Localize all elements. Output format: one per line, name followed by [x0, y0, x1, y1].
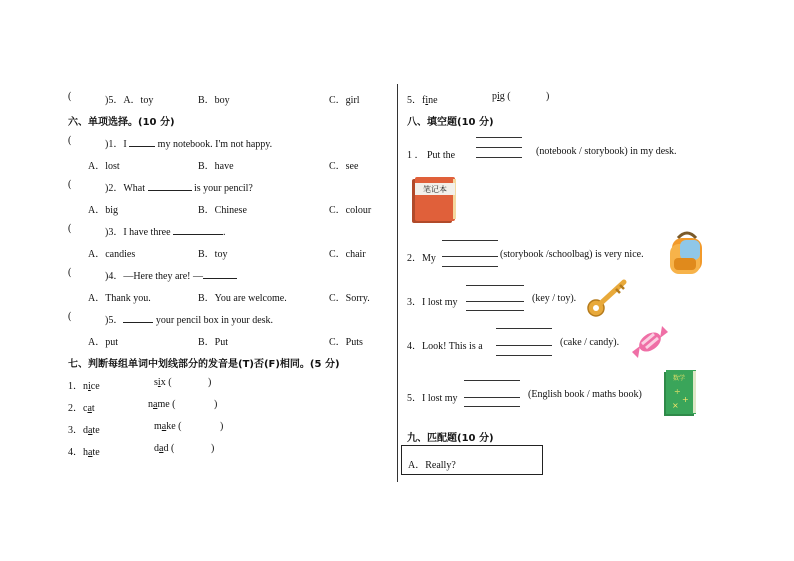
blank-line	[476, 157, 522, 158]
phonics-compare: dad (	[154, 443, 175, 454]
paren: (	[68, 311, 72, 322]
fill-post: (storybook /schoolbag) is very nice.	[500, 249, 644, 260]
phonics-compare: six (	[154, 377, 172, 388]
blank-line	[442, 240, 498, 241]
question-stem: )5． your pencil box in your desk.	[105, 315, 274, 326]
match-item-a: A．Really?	[408, 460, 456, 471]
fill-pre: 4．Look! This is a	[407, 341, 483, 352]
svg-text:÷: ÷	[674, 387, 681, 396]
option-c: C．see	[329, 161, 359, 172]
section-7-title: 七、判断每组单词中划线部分的发音是(T)否(F)相同。(5 分)	[68, 359, 340, 370]
option-b: B．You are welcome.	[198, 293, 287, 304]
option-a: A．big	[88, 205, 118, 216]
phonics-row: 5．fine	[407, 95, 438, 106]
blank-line	[442, 266, 498, 267]
fill-post: (key / toy).	[532, 293, 577, 304]
phonics-compare: make (	[154, 421, 182, 432]
option-b: B．boy	[198, 95, 230, 106]
fill-pre: 3．I lost my	[407, 297, 458, 308]
option-b: B．Chinese	[198, 205, 247, 216]
question-stem: )1．I my notebook. I'm not happy.	[105, 139, 273, 150]
svg-text:×: ×	[672, 401, 679, 410]
fill-post: (notebook / storybook) in my desk.	[536, 146, 677, 157]
paren: (	[68, 91, 72, 102]
match-box-a	[401, 445, 543, 475]
option-a: A．lost	[88, 161, 120, 172]
question-text: )5．A．toy	[105, 95, 154, 106]
fill-post: (English book / maths book)	[528, 389, 642, 400]
notebook-icon	[409, 175, 461, 227]
option-c: C．girl	[329, 95, 360, 106]
column-divider	[397, 84, 398, 482]
phonics-compare: name (	[148, 399, 176, 410]
fill-pre: 5．I lost my	[407, 393, 458, 404]
blank-line	[442, 256, 498, 257]
blank-line	[464, 397, 520, 398]
section-6-title: 六、单项选择。(10 分)	[68, 117, 175, 128]
math-book-icon	[662, 368, 698, 418]
option-a: A．put	[88, 337, 118, 348]
fill-pre: 2．My	[407, 253, 436, 264]
phonics-row: 3．date	[68, 425, 100, 436]
option-b: B．toy	[198, 249, 228, 260]
option-c: C．Puts	[329, 337, 363, 348]
section-9-title: 九、匹配题(10 分)	[407, 433, 494, 444]
option-c: C．Sorry.	[329, 293, 370, 304]
paren: )	[214, 399, 218, 410]
phonics-row: 1．nice	[68, 381, 100, 392]
paren: )	[208, 377, 212, 388]
section-8-title: 八、填空题(10 分)	[407, 117, 494, 128]
phonics-row: 2．cat	[68, 403, 95, 414]
blank-line	[464, 406, 520, 407]
fill-pre: 1 ． Put the	[407, 150, 456, 161]
notebook-label: 笔记本	[423, 185, 447, 194]
option-c: C．colour	[329, 205, 372, 216]
paren: )	[546, 91, 550, 102]
fill-post: (cake / candy).	[560, 337, 620, 348]
question-stem: )4．—Here they are! —	[105, 267, 237, 282]
blank-line	[496, 345, 552, 346]
option-b: B．have	[198, 161, 234, 172]
key-icon	[586, 278, 630, 318]
question-stem: )3．I have three .	[105, 227, 226, 238]
blank-line	[496, 328, 552, 329]
blank-line	[476, 137, 522, 138]
blank-line	[464, 380, 520, 381]
backpack-icon	[666, 230, 708, 276]
option-a: A．Thank you.	[88, 293, 151, 304]
paren: (	[68, 135, 72, 146]
option-a: A．candies	[88, 249, 136, 260]
phonics-row: 4．hate	[68, 447, 100, 458]
svg-text:+: +	[682, 395, 689, 404]
blank-line	[496, 355, 552, 356]
paren: (	[68, 223, 72, 234]
blank-line	[466, 285, 524, 286]
blank-line	[466, 301, 524, 302]
candy-icon	[628, 322, 672, 362]
blank-line	[476, 147, 522, 148]
question-stem: )2．What is your pencil?	[105, 183, 253, 194]
option-b: B．Put	[198, 337, 229, 348]
math-book-label: 数学	[672, 375, 686, 382]
blank-line	[466, 310, 524, 311]
phonics-compare: pig (	[492, 91, 511, 102]
option-c: C．chair	[329, 249, 366, 260]
paren: )	[220, 421, 224, 432]
paren: (	[68, 179, 72, 190]
paren: (	[68, 267, 72, 278]
paren: )	[211, 443, 215, 454]
